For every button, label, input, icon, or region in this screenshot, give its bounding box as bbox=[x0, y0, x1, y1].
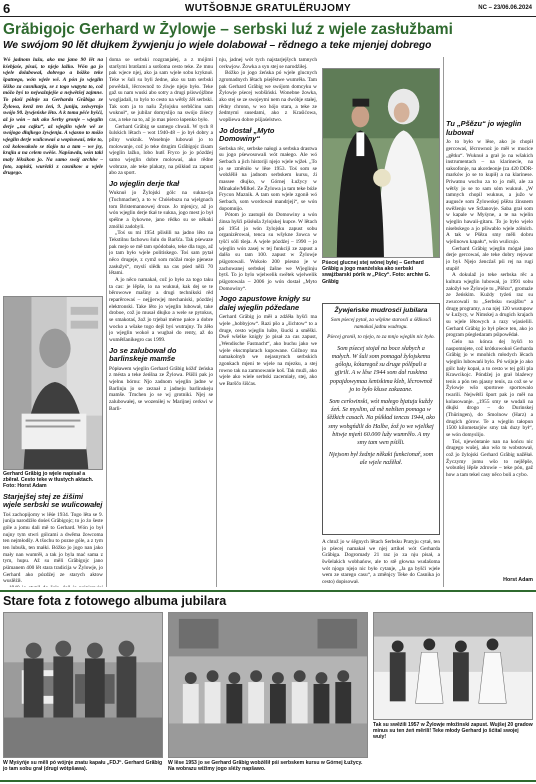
col2-para-4: „Toś su mi 1954 pšisłili na jadno lěto na Tekstilnu fachowu šulu do Baršća. Tak pśewaze pak mejo se mě tam spódobało, teke dla togo, až jo tam było wjele politiskego. Toś sam pytał něco drugeje, z cymž som móžał moje pjeneze zasłužyś“, myslí slědk na cas pśed něži 70 lětami. bbox=[109, 230, 213, 277]
author-line bbox=[446, 577, 533, 587]
gallery-title: Stare fota z fotowego albuma jubilara bbox=[3, 594, 227, 608]
wisdom-paragraph-3: Njejsom był žednje někaki funkcionař, som ale wjele nažěłał. bbox=[328, 452, 434, 467]
col3-para-4: Pótom jo zastupił do Domowiny a wón źinsa hyšći pśisłuša žylojskej kupce. W lětach pó 1954 jo wón žylojsku zapust sobu organizěrował, tenca su wšykne žowca w tyšći sóli tšeja. A wjele pózdźej – 1990 – jo wjeglin wón zasej w tej funkciji ze zapust a dalšo su tam 100. zapust w Žylowje pśigotowali. Wokoło 200 pśesno je w zachowanej serbskej žašne we Wjeglinju bytš. To jo bylo wjelwelik swětek wjelwelik pśigotowala – 2006 jo wón dostał „Myto Domowiny“. bbox=[219, 212, 317, 292]
author-name: Horst Adam bbox=[503, 577, 533, 583]
column-5 bbox=[446, 120, 533, 582]
section-title: WUTŠOBNJE GRATULËRUJOMY bbox=[184, 3, 352, 14]
col2-para-6: Pópławem wjeglin Gerhard Grăbig kóžď źeńska z mésta a teke źeńšna ze Žylowa. Pšišli pak jo wjelnu bórnu: Njo zadnom wjeglin jadne w Barlinju jo se zeznał z jadneju barlinskeju mamše. Tmchen jo se wj grotniki. Njej se zalubowałej, se wozeniłej w Marijnej cerkwi w Barli- bbox=[109, 365, 213, 412]
issue-info: NC – 23/06.06.2024 bbox=[478, 5, 532, 11]
col3-para-1: nju, jadnej wót tych najstarjejšych tamnych cerkwjow. Žowka a syn stej se narodźiłej. bbox=[219, 57, 317, 70]
page-number: 6 bbox=[3, 1, 11, 16]
gallery-caption-3: Tak su swěźili 1957 w Žylowje młožinski zapust. Wujšej 20 gradow minus su ten źeń měrili! Teke młody Gerhard jo šćital swojej wuiy! bbox=[373, 722, 533, 741]
col2-para-5: A jo něco namakał, což jo było za togo taku ta cas: je lěpše, lo na wuknuł, kak dej se te běrowowe mašiny a drugi technikski rěd reparěrowaś – nejjjerwjej mechaniski, pózdźej elektronski. Take lěto jo wjeglin lubował, take droboe, což jo musał dłujko a wele se pytokus, se smakotaś, žož jo trjebał mérne pałce a dobre wocko a wšake togo dejš byś wutrajny. To źěło jo wjeglin wokoł a wugbał do renty, až do wumětšanikegro cas 1999. bbox=[109, 276, 213, 343]
band-image bbox=[4, 613, 162, 757]
column-4-bottom bbox=[322, 539, 440, 587]
wisdom-paragraph-1: Som pśecej stojał na boce słabych a małych. W šuli som pomagał žylojskemu góloju, kótaregož su druge pólěpali a gjirili. A w lěse 1944 som dał ruskima popajdowymaa šeniskima kleb, lěcrownož jo to było kšuse zakazane. bbox=[329, 345, 433, 393]
wisdom-box bbox=[322, 303, 440, 535]
column-3-subheading-2: Jogo zapustowe knigły su dalej wjeglin póžedane bbox=[219, 294, 311, 312]
wisdom-intro: Som pśecej pytał, za wšykne starosći a śěžkosći namakaś jadnu wudrogu. bbox=[330, 317, 432, 330]
article-headline: Grăbigojc Gerhard w Žylowje – serbski luź z wjele zasłužbami bbox=[3, 21, 453, 38]
column-1-lower bbox=[3, 471, 103, 587]
page-header bbox=[0, 0, 536, 17]
column-3 bbox=[219, 57, 317, 587]
portrait-caption: Gerhard Grăbig jo wjele napisał a zběrał. Cesto teke w tłustych aktach. Foto: Horst Adam bbox=[3, 471, 94, 490]
wedding-photo-credit: Foto: archiw G. Grăbig bbox=[322, 272, 431, 285]
course-image bbox=[169, 613, 367, 757]
col5-para-2: Gerhard Grăbig wjeglin mógał jano derje gercowaś, ale teke dobry rejowar jo był. Njejo źencźaš pśi rej na rugi stupił! bbox=[446, 245, 533, 272]
gallery-photo-course bbox=[168, 612, 368, 758]
col2-para-1: doma se serbski rozgranjałej, a z mójimi staršymi bratšami a sotšoma cesto teke. Ze mnu pak wjece njej, ako ja sam wjele sobu kryknuł. Teke w šuli su byli źedne, ako su tam serbski powědali, lěcrownož to źiwje njejo było. Teke gaž su nam wuski abo sotry a drugi pśiswójźbne wogljadali, to bylo to cesto na wětšy źěl serbski. Tak som ja to našu Žylojsku serbšćinu sam wuknuł“, se jubilar domyslijo na swójo źiśecy cas, a teke na to, až jo mas pśeco łapenko było. bbox=[109, 57, 213, 123]
col5-para-3: A dokulaž jo teke serbska rěc a kultura wjeglin lubował, jo 1991 sobu załožył we Žylowje tu „Pšězu“, gromaźe ze žeńskim. Kużdy tyźeń raz su zwucowali tu „Serbsku swajźbu“ a drugę programy, a na njej 120 wustupow w Łužycy, w Nimskej a drugich krajach su wjele lětowych a razy wjasielili. Gerhard Grăbig jo był pšece ten, ako jo program pśegledaram pśipowědał. bbox=[446, 272, 533, 339]
col3-para-2: Bóžko jo jogo źeńska pó wjele glucnych zgromadnych lětach pśejěstwe wumrěła. Tam pak Gerhard Grăbig we swójom domcyku w Žylowje pśecej wobšiński. Wonebne žowka, ako stej se ze swojeymi nem na dwóbje stałej, rědny chronn, w wo hójo stara, a teke ze źedmymi susedami, ako z Kraśićowa, wopšiewa dobre pśijaśelstwo. bbox=[219, 70, 317, 123]
wisdom-intro-2: Pśecej gronił, to njejo, to za mnjo wjeglin nic było. bbox=[327, 334, 435, 341]
gallery-photo-band bbox=[3, 612, 163, 758]
lead-paragraph: Wó jadnom lužu, ako ma jano 90 lět na kśebjaśe, pisaś, to njejo lažko. Wón ga jo wjele dolabował, dobrego a bóžko teke špatnego, wón wjele wě. A pón jo wjeglin šěžko za casnikarja, se z togo wupyta to, což móžo byś to nejwažnjejše a nejwětšej zajmne. To plaśi pólnje za Gerharda Grăbiga ze Žylowa, kenž ten źeń, 9. junija, zeźwyrnjo swójo 90. žywjeńske lěto. A k toma pěće byšći, až jo wón – tak ako Serby gronje – wjeglin derje „na cajku“, až wjeglin wjele wě ze swójogo dłujkego žywjenja. A wjasno to móžo wjeglin derje wulicowaś a wopisowaś, teke to, což kolowakolo se tšojio tu a tam – we jsy, krajiu a na celem swěśe. Napšawdu, wón taki maly lěksikon jo. Na samo swój archiw – foto, zapiski, wurězki z casnikow a wjele drugego. bbox=[3, 57, 103, 175]
gallery-separator bbox=[0, 590, 536, 592]
bottom-separator bbox=[0, 780, 536, 782]
column-2 bbox=[109, 57, 213, 587]
gallery-caption-2: W lěse 1953 jo se Gerhard Grăbig wobźělił pśi serbskem kursu w Górnej Łužycy. Na wobrazu wižimy jogo sléžy napšawo. bbox=[168, 760, 363, 773]
gallery-caption-1: W Myśyńje su měli pó wójnje znatu kapału „FDJ“. Gerhard Grăbig jo tam sobu grał (drugi wótpšawa). bbox=[3, 760, 163, 773]
carnival-image bbox=[374, 613, 532, 719]
column-2-subheading: Jo wjeglin derje tkał bbox=[109, 178, 180, 188]
portrait-photo bbox=[3, 296, 103, 470]
column-divider bbox=[106, 57, 107, 587]
col1-para-2 bbox=[3, 585, 103, 587]
col5-para-5: Toś, njewóntanie nan na końcu nic drugego wušej, ako wšo to wobstował, což jo žylojski Gerhard Grăbig nažěłał. Žyczymy jomu wšo to nejlěpše, wobutšej lěpše zdrowie – teke pón, gaž how a tam tekel casy něco boli a cybo. bbox=[446, 438, 533, 478]
gallery-photo-carnival bbox=[373, 612, 533, 720]
wedding-caption: Pśecej glucnej stej wónej byłej – Gerhard Grăbig a jogo manźelska ako serbski swajźbarski pórik w „Pšcy“. Foto: archiw G. Grăbig bbox=[322, 260, 431, 285]
col2-para-3: Wuknuł jo Žylojski gólc na sukna-rja (Tuchmacher), a to w Chóśebuzu na wjelgnach tom Bristemannowej droze. Jo mjenjcy, až jo wón wjeglin derje tkał te sukna, jogo mest jo był spéšne a šykowne, jano rědko su se někaki zmólki zadobyli. bbox=[109, 190, 213, 230]
col3-para-3: Serbska rěc, serbske nałogi a serbska drastwa su jogo pśewosowali wót małego. Ale wó Serbach a jich historiji njejo wjele wjžeł. „To jo se změniło w lěse 1953. Toś som se wobźělił na jadnom serbskem kursu, źi massee dłujko, w Górnej Łužycy w Minakale/Milkel. Ze Žylowa ja tam teke bóźe Frycon Maznik. A tam som wjele zgonił wó Serbach, som wordował mandrjeji“, se wón dopomnijo. bbox=[219, 145, 317, 212]
col4-paragraph: A chtož jo w śěgnych lětach Serbsku Pratyju cytał, ten jo pśecej namakał we njej artikel wót Gerharda Grăbiga. Dogromady 21 raz jo za nju pisał, a šwšelakich wobhańow, ale to stě głowna wudašoma wót njogo njejo nic było cytanje, „Ja ga byšći wjele wem ze starego casu“, a změnjcy Teke do Casnika jo cesto) dopisował. bbox=[322, 539, 440, 585]
wisdom-box-title: Žywjeńske mudrosći jubilara bbox=[334, 307, 428, 314]
column-2-subheading-2: Jo se zalubował do barlinskeje mamše bbox=[109, 345, 177, 364]
col5-para-4: Gelo na kónca dej hyšći to naspomnjete, což krótkowokoł Gerharda Grăbig jo w mnohich młodych lěcach wjeglin lubowańi bylo. Pó wójnje jo ako gólc bały kopał, a to cesto w tej góli pla Krawcikojc. Póndźej jo grał blaźewy tenis a pón ten pjasny tenis, za což se w Žylowje wšo sportowe sportowalo twarili. Nejwětši šport pak jo měł na kolasowanje. „1955 smy se wudali na dłujki drogo – do Durinskej (Thüringen), do Smolnow (Harz) a drugich górow. Te a wjeglin tałopun 1500 kilometarjów smy tak duzy był“, se wón domyslijo. bbox=[446, 338, 533, 439]
column-5-subheading: Tu „Pšězu“ jo wjeglin lubował bbox=[446, 120, 522, 137]
col3-para-5: Gerhard Grăbig jo měł a zdźěła hyšći ma wjele „hobbyjow“. Razi pšo a „šichtow“ to a druge, cesto wjeglin lušte, šiucki a směški. Dwě wšelke knigły jo pisał za cas zapust, „Wendische Fastnacht“, ako buchu jako we wjele ekscmplarach kupowane. Góžnoy ma namakolnyb we nejasnymch serbskich zgonkach mjeni te wjele na mjezku, a stej rowno tak na zamnowanie koš. Tak muži, ako wjele ako wiele serbski zacemiały, stej, ako we Barščo šišćas. bbox=[219, 314, 317, 387]
article-subheadline: We swójom 90 lět dłujkem žywjenju jo wjele dolabował – rědnego a teke mjenjej dobrego bbox=[3, 40, 432, 51]
wedding-image bbox=[323, 69, 439, 257]
col2-para-2: Gerhard Grăbig se samego chwali. W tych 8 šulskich lětach – wot 1940-48 – jo był dobry a pilny wuknik. Wosebnje lubował jo to molowanje, což jo teke drugim Grăbigojc źisam wjeglin lažko, lobo hutš Fryco jo jo pózdźej samo wjeglin dobre molowaś, ako rědne wobraze, ale teke plakaty, na pśikład za zapust abo za sport. bbox=[109, 123, 213, 177]
column-1 bbox=[3, 57, 103, 175]
wisdom-paragraph-2: Som cerkwinski, wót małego bjatuju kuždy źeń. Se myslim, až mě nebšten pomaga w šěžkich casach. Na pśikład tencas 1944, ako smy wobgńdili do Halbe, źož jo we wjelikej bitwje mjeńi 60.000 lužy wumrěło. A my smy tam wen pśišli. bbox=[327, 399, 435, 447]
portrait-image bbox=[4, 297, 102, 469]
col5-para-1: Jo to było w lěse, ako jo chopił gercowaś, lěcrownoż jo měł w mucice „gětku“. Wuknuł a grał jo na wšakich instrumentach – na klarinecie, na saksofonje, na akordeonje (za 420 DDR-marków jo se to kupił) a na klarinese. Priwatnu wuchu za to jo měl, ale za wětšy jo se to sam sóm wuknuł. „W tamnych chopil wuknus, a južo w augusće som Žylowskej pšězu źinsnem swěženju we Sržanovje. Saba grał som w kapale w Myśyne, a te na wjelin wjeglin hawaii-gitaru. To jo było wjelo nisebskego a jo pšiwablo wjele zółnich. A tak w Pšězu smy měli dobru wjelinowu kapału“, wón wulicujo. bbox=[446, 139, 533, 246]
wedding-photo bbox=[322, 68, 440, 258]
column-divider bbox=[216, 57, 217, 587]
column-3-subheading: Jo dostał „Myto Domowiny“ bbox=[219, 125, 275, 144]
column-1-subheading: Starjejšej stej ze źišimi wjele serbski se wulicowałej bbox=[3, 491, 103, 510]
column-divider bbox=[443, 57, 444, 587]
col1-para-1: Toś zachopijomy w lěśe 1934. Togo lěta se 9. junija narodźiło dośeś Grăbigojc; to jo źo šeste góle a jomu dali mě to Gerhard. Wón jo był nujny tym stwri gólcami a dwěma žowcoma ten nejmłodšy. A tšochu to pozne góle, a z tym ten lubušk, ten małki. Bóžko jo jogo nan jako mały nan wumrěł, a tak jo byla mać sama z tym, hupu. Až su měli Grăbigojc jano pśimanem 400 lět stara tradicija w Žylowje, jo Gerhard ako pózdźej ze starych aktow wuslěźił. bbox=[3, 511, 103, 585]
